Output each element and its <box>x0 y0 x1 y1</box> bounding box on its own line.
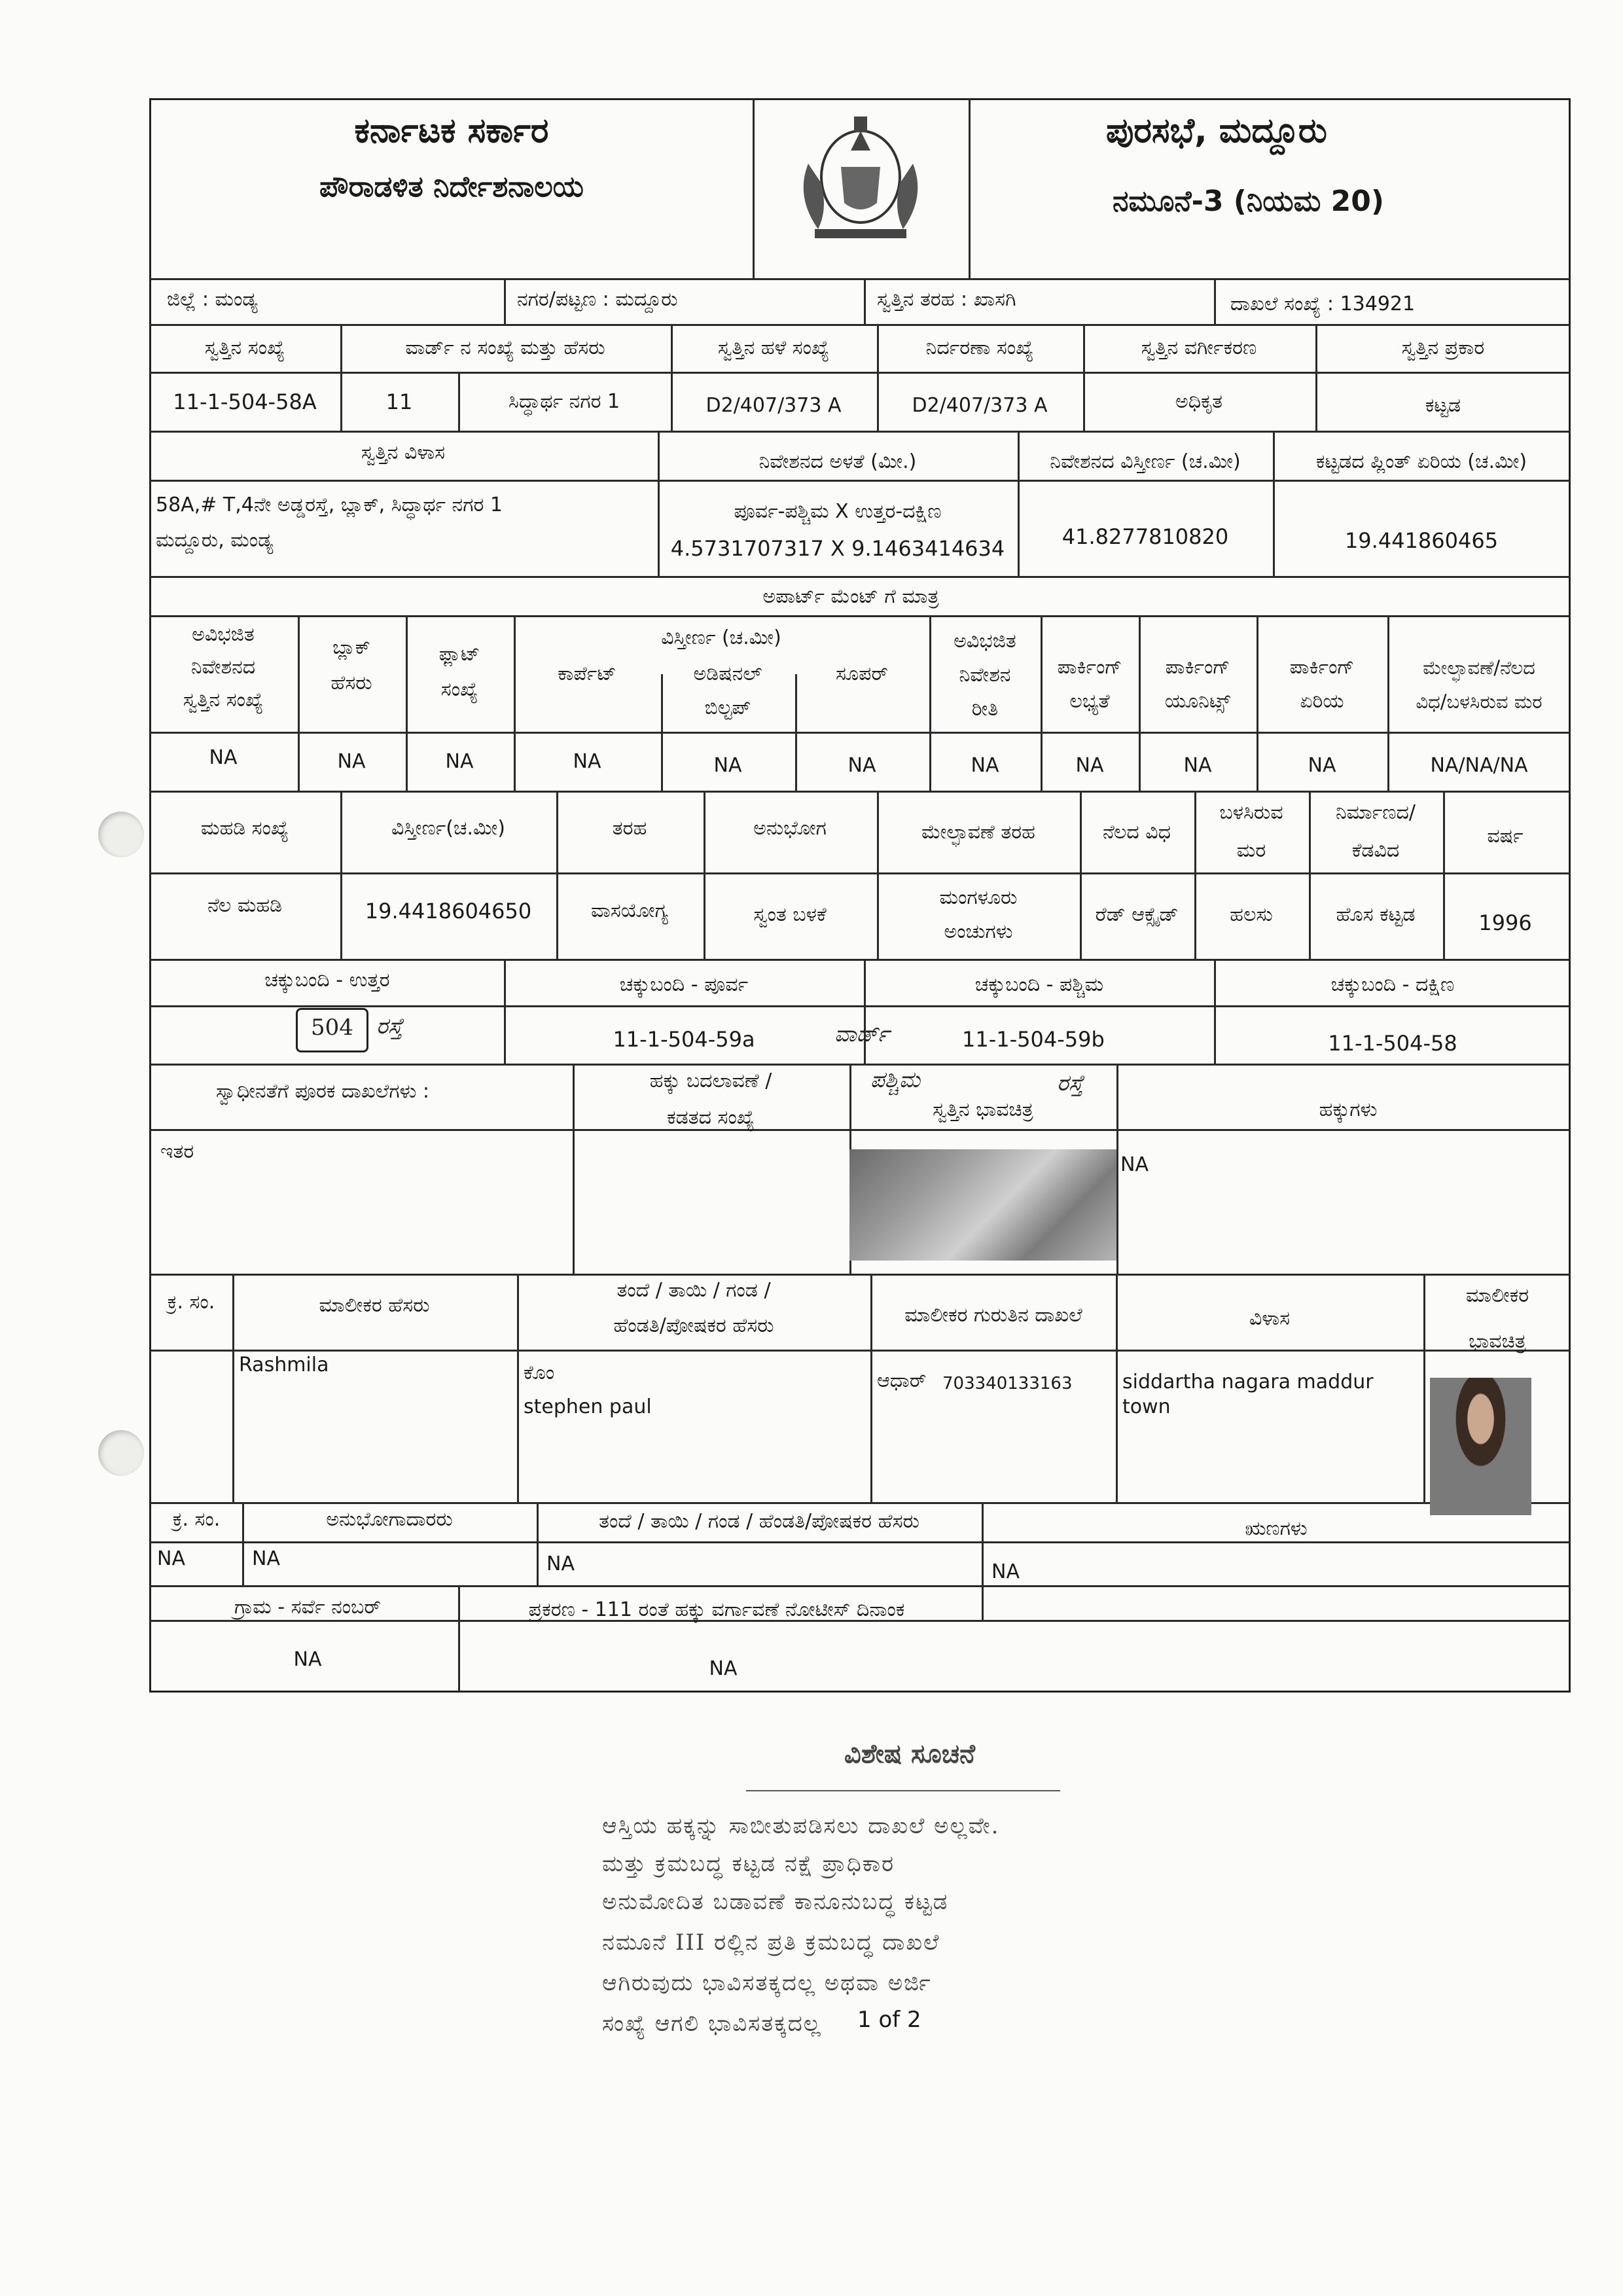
hdr-old-number: ಸ್ವತ್ತಿನ ಹಳೆ ಸಂಖ್ಯೆ <box>717 336 830 359</box>
apt-value: NA <box>847 754 876 777</box>
plinth-area: 19.441860465 <box>1344 528 1499 553</box>
floor-area: 19.4418604650 <box>365 899 532 924</box>
form-frame <box>149 98 1571 1693</box>
category: ಕಟ್ಟಡ <box>1425 394 1461 417</box>
hdr-occupant-sl: ಕ್ರ. ಸಂ. <box>172 1508 221 1531</box>
hdr-year: ವರ್ಷ <box>1487 825 1524 848</box>
hdr-super: ಸೂಪರ್ <box>836 662 888 685</box>
hdr-boundary-west: ಚಕ್ಕುಬಂದಿ - ಪಶ್ಚಿಮ <box>974 973 1104 996</box>
hdr-owner-photo: ಮಾಲೀಕರ <box>1465 1284 1529 1307</box>
hdr-owner-parent-2: ಹೆಂಡತಿ/ಪೋಷಕರ ಹೆಸರು <box>613 1314 774 1337</box>
hdr-wood: ಬಳಸಿರುವ <box>1219 801 1283 824</box>
owner-address: siddartha nagara maddur <box>1122 1371 1374 1393</box>
hdr-transfer-notice: ಪ್ರಕರಣ - 111 ರಂತೆ ಹಕ್ಕು ವರ್ಗಾವಣೆ ನೋಟೀಸ್ ದಿನಾಂಕ <box>528 1598 905 1621</box>
form-number: ನಮೂನೆ-3 (ನಿಯಮ 20) <box>1113 185 1384 218</box>
transfer-notice-date: NA <box>709 1657 738 1680</box>
hdr-owner-id: ಮಾಲೀಕರ ಗುರುತಿನ ದಾಖಲೆ <box>904 1304 1082 1327</box>
north-handwritten-box-text: 504 <box>311 1014 353 1041</box>
hdr-boundary-north: ಚಕ್ಕುಬಂದಿ - ಉತ್ತರ <box>264 969 390 992</box>
hdr-address: ಸ್ವತ್ತಿನ ವಿಳಾಸ <box>361 441 446 464</box>
hdr-floor-usage: ಅನುಭೋಗ <box>753 817 827 840</box>
occupant-sl: NA <box>157 1547 185 1570</box>
apt-value: NA <box>445 750 474 773</box>
special-note-line: ಆಸ್ತಿಯ ಹಕ್ಕನ್ನು ಸಾಬೀತುಪಡಿಸಲು ದಾಖಲೆ ಅಲ್ಲವೇ. <box>602 1813 1000 1839</box>
hdr-owner-parent: ತಂದೆ / ತಾಯಿ / ಗಂಡ / <box>616 1279 771 1302</box>
hdr-parking-units: ಪಾರ್ಕಿಂಗ್ <box>1165 656 1230 679</box>
punch-hole-bottom <box>98 1430 144 1476</box>
special-note-line: ನಮೂನೆ III ರಲ್ಲಿನ ಪ್ರತಿ ಕ್ರಮಬದ್ಧ ದಾಖಲೆ <box>602 1929 940 1956</box>
hdr-flat: ಫ್ಲಾಟ್ <box>438 643 480 666</box>
hdr-classification: ಸ್ವತ್ತಿನ ವರ್ಗೀಕರಣ <box>1141 336 1257 359</box>
hdr-parking-units-2: ಯೂನಿಟ್ಸ್ <box>1164 690 1231 713</box>
entry-number: ದಾಖಲೆ ಸಂಖ್ಯೆ : 134921 <box>1230 293 1416 315</box>
property-photo <box>849 1149 1116 1261</box>
hdr-apt-area: ವಿಸ್ತೀರ್ಣ (ಚ.ಮೀ) <box>661 626 781 649</box>
old-number: D2/407/373 A <box>705 394 842 417</box>
assessment-number: D2/407/373 A <box>912 394 1048 417</box>
hdr-category: ಸ್ವತ್ತಿನ ಪ್ರಕಾರ <box>1401 336 1485 359</box>
hdr-rights: ಹಕ್ಕುಗಳು <box>1319 1098 1378 1121</box>
hdr-undivided-site: ನಿವೇಶನದ <box>190 656 256 679</box>
government-title: ಕರ್ನಾಟಕ ಸರ್ಕಾರ <box>354 111 549 151</box>
hdr-built: ನಿರ್ಮಾಣದ/ <box>1335 801 1416 824</box>
hdr-floor-area: ವಿಸ್ತೀರ್ಣ(ಚ.ಮೀ) <box>391 817 506 840</box>
dimensions-value: 4.5731707317 X 9.1463414634 <box>670 536 1005 561</box>
built-status: ಹೊಸ ಕಟ್ಟಡ <box>1336 903 1416 926</box>
hdr-parking-area-2: ಏರಿಯ <box>1300 690 1344 713</box>
hdr-additional: ಅಡಿಷನಲ್ <box>693 662 762 685</box>
hdr-property-photo: ಸ್ವತ್ತಿನ ಭಾವಚಿತ್ರ <box>933 1098 1033 1121</box>
apt-value: NA <box>1183 754 1212 777</box>
apt-value: NA <box>209 746 238 769</box>
rights-value: NA <box>1120 1153 1149 1176</box>
address-line-2: ಮದ್ದೂರು, ಮಂಡ್ಯ <box>156 529 274 552</box>
hdr-owner-address: ವಿಳಾಸ <box>1249 1307 1291 1330</box>
hdr-ward: ವಾರ್ಡ್ ನ ಸಂಖ್ಯೆ ಮತ್ತು ಹೆಸರು <box>405 336 605 359</box>
owner-photo <box>1430 1378 1531 1515</box>
floor-usage: ಸ್ವಂತ ಬಳಕೆ <box>753 903 827 926</box>
owner-name: Rashmila <box>239 1354 329 1376</box>
hdr-owner-name: ಮಾಲೀಕರ ಹೆಸರು <box>319 1294 430 1317</box>
hdr-block: ಬ್ಲಾಕ್ <box>332 636 370 659</box>
hdr-udiv-site: ನಿವೇಶನ <box>959 664 1011 687</box>
district: ಜಿಲ್ಲೆ : ಮಂಡ್ಯ <box>167 288 258 311</box>
hdr-file-number: ಕಡತದ ಸಂಖ್ಯೆ <box>667 1106 755 1129</box>
hdr-owner-sl: ಕ್ರ. ಸಂ. <box>167 1291 215 1314</box>
classification: ಅಧಿಕೃತ <box>1175 390 1223 413</box>
roof-type-2: ಅಂಚುಗಳು <box>944 920 1013 943</box>
hdr-carpet: ಕಾರ್ಪೆಟ್ <box>558 662 616 685</box>
apt-value: NA <box>713 754 742 777</box>
apt-value: NA <box>1308 754 1336 777</box>
special-note-title: ವಿಶೇಷ ಸೂಚನೆ <box>844 1738 975 1769</box>
west-handwritten: ವಾರ್ಡ್ <box>834 1021 890 1047</box>
hdr-site-area: ನಿವೇಶನದ ವಿಸ್ತೀರ್ಣ (ಚ.ಮೀ) <box>1050 450 1241 473</box>
address-line-1: 58A,# T,4ನೇ ಅಡ್ಡರಸ್ತೆ, ಬ್ಲಾಕ್, ಸಿದ್ಧಾರ್ಥ ನಗರ 1 <box>156 493 503 516</box>
north-handwritten: ರಸ್ತೆ <box>376 1013 403 1039</box>
hdr-roof-type: ಮೇಲ್ಛಾವಣೆ ತರಹ <box>921 821 1035 844</box>
hdr-boundary-east: ಚಕ್ಕುಬಂದಿ - ಪೂರ್ವ <box>619 973 749 996</box>
occupant-name: NA <box>252 1547 280 1570</box>
photo-handwritten-left: ಪಶ್ಚಿಮ <box>870 1067 921 1093</box>
punch-hole-top <box>98 812 144 857</box>
hdr-plinth-area: ಕಟ್ಟಡದ ಪ್ಲಿಂತ್ ಏರಿಯ (ಚ.ಮೀ) <box>1315 450 1527 473</box>
hdr-udiv-method: ರೀತಿ <box>971 698 999 721</box>
hdr-parking-availability: ಪಾರ್ಕಿಂಗ್ <box>1057 656 1122 679</box>
hdr-survey-number: ಗ್ರಾಮ - ಸರ್ವೆ ನಂಬರ್ <box>234 1596 381 1619</box>
ward-name: ಸಿದ್ಧಾರ್ಥ ನಗರ 1 <box>508 390 620 413</box>
hdr-occupant-parent: ತಂದೆ / ತಾಯಿ / ಗಂಡ / ಹೆಂಡತಿ/ಪೋಷಕರ ಹೆಸರು <box>599 1510 919 1533</box>
page-number: 1 of 2 <box>857 2007 921 2033</box>
hdr-parking-area: ಪಾರ್ಕಿಂಗ್ <box>1289 656 1355 679</box>
dimensions-label: ಪೂರ್ವ-ಪಶ್ಚಿಮ X ಉತ್ತರ-ದಕ್ಷಿಣ <box>734 500 942 523</box>
state-emblem <box>782 105 939 249</box>
hdr-undivided-number: ಸ್ವತ್ತಿನ ಸಂಖ್ಯೆ <box>183 689 264 711</box>
hdr-wood-2: ಮರ <box>1236 839 1266 862</box>
property-number: 11-1-504-58A <box>173 389 317 414</box>
photo-handwritten-right: ರಸ್ತೆ <box>1057 1070 1084 1096</box>
owner-id-number: 703340133163 <box>942 1374 1073 1393</box>
hdr-loans: ಋಣಗಳು <box>1245 1517 1308 1540</box>
floor-number: ನೆಲ ಮಹಡಿ <box>207 894 283 917</box>
property-kind: ಸ್ವತ್ತಿನ ತರಹ : ಖಾಸಗಿ <box>877 288 1016 311</box>
special-note-line: ಮತ್ತು ಕ್ರಮಬದ್ಧ ಕಟ್ಟಡ ನಕ್ಷೆ ಪ್ರಾಧಿಕಾರ <box>602 1851 895 1877</box>
hdr-built-2: ಕೆಡವಿದ <box>1351 839 1400 862</box>
special-note-line: ಆಗಿರುವುದು ಭಾವಿಸತಕ್ಕದಲ್ಲ ಅಥವಾ ಅರ್ಜಿ <box>602 1970 932 1996</box>
hdr-udiv: ಅವಿಭಜಿತ <box>954 630 1016 653</box>
apartment-only-label: ಅಪಾರ್ಟ್ ಮೆಂಟ್ ಗೆ ಮಾತ್ರ <box>762 585 939 608</box>
owner-address-2: town <box>1122 1395 1171 1418</box>
hdr-possession-docs: ಸ್ವಾಧೀನತೆಗೆ ಪೂರಕ ದಾಖಲೆಗಳು : <box>216 1080 430 1103</box>
occupant-parent: NA <box>546 1552 575 1575</box>
hdr-roof-floor-2: ವಿಧ/ಬಳಸಿರುವ ಮರ <box>1416 691 1543 713</box>
ward-number: 11 <box>385 389 413 414</box>
hdr-block-name: ಹೆಸರು <box>330 672 372 694</box>
hdr-occupant: ಅನುಭೋಗಾದಾರರು <box>326 1508 453 1531</box>
boundary-east: 11-1-504-59a <box>613 1027 755 1052</box>
year: 1996 <box>1478 910 1532 935</box>
flooring: ರೆಡ್ ಆಕ್ಸೈಡ್ <box>1095 903 1179 926</box>
boundary-south: 11-1-504-58 <box>1328 1031 1457 1056</box>
council-title: ಪುರಸಭೆ, ಮದ್ದೂರು <box>1106 111 1327 151</box>
owner-parent: stephen paul <box>524 1395 652 1418</box>
apt-value: NA <box>971 754 999 777</box>
apt-value: NA <box>573 750 601 773</box>
hdr-floor-type: ತರಹ <box>612 817 647 840</box>
hdr-property-number: ಸ್ವತ್ತಿನ ಸಂಖ್ಯೆ <box>204 336 285 359</box>
owner-relation: ಕೊಂ <box>524 1361 555 1384</box>
hdr-roof-floor: ಮೇಲ್ಛಾವಣೆ/ನೆಲದ <box>1423 656 1535 679</box>
apt-value: NA <box>337 750 366 773</box>
hdr-builtup: ಬಿಲ್ಟಪ್ <box>704 696 751 719</box>
other-label: ಇತರ <box>160 1140 194 1163</box>
hdr-boundary-south: ಚಕ್ಕುಬಂದಿ - ದಕ್ಷಿಣ <box>1330 973 1455 996</box>
hdr-flooring: ನೆಲದ ವಿಧ <box>1102 821 1171 844</box>
survey-number: NA <box>293 1648 322 1671</box>
special-note-line: ಸಂಖ್ಯೆ ಆಗಲಿ ಭಾವಿಸತಕ್ಕದಲ್ಲ <box>602 2011 822 2037</box>
boundary-west: 11-1-504-59b <box>962 1027 1105 1052</box>
town: ನಗರ/ಪಟ್ಟಣ : ಮದ್ದೂರು <box>517 288 678 311</box>
apt-value: NA <box>1075 754 1104 777</box>
apt-value: NA/NA/NA <box>1430 754 1528 777</box>
hdr-floor-number: ಮಹಡಿ ಸಂಖ್ಯೆ <box>200 817 289 840</box>
department-title: ಪೌರಾಡಳಿತ ನಿರ್ದೇಶನಾಲಯ <box>319 170 584 204</box>
floor-type: ವಾಸಯೋಗ್ಯ <box>590 899 669 922</box>
hdr-site-dimensions: ನಿವೇಶನದ ಅಳತೆ (ಮೀ.) <box>758 450 917 473</box>
hdr-rights-change: ಹಕ್ಕು ಬದಲಾವಣೆ / <box>649 1069 772 1092</box>
hdr-undivided: ಅವಿಭಜಿತ <box>192 623 255 646</box>
loans-value: NA <box>991 1560 1020 1583</box>
hdr-parking-availability-2: ಲಭ್ಯತೆ <box>1069 690 1110 713</box>
wood: ಹಲಸು <box>1230 903 1273 926</box>
hdr-flat-number: ಸಂಖ್ಯೆ <box>440 678 478 701</box>
hdr-assessment-number: ನಿರ್ದರಣಾ ಸಂಖ್ಯೆ <box>925 336 1034 359</box>
special-note-line: ಅನುಮೋದಿತ ಬಡಾವಣೆ ಕಾನೂನುಬದ್ಧ ಕಟ್ಟಡ <box>602 1889 949 1915</box>
owner-id-label: ಆಧಾರ್ <box>877 1369 927 1392</box>
roof-type: ಮಂಗಳೂರು <box>939 886 1018 909</box>
site-area: 41.8277810820 <box>1061 524 1229 549</box>
hdr-owner-photo-2: ಭಾವಚಿತ್ರ <box>1469 1330 1526 1353</box>
